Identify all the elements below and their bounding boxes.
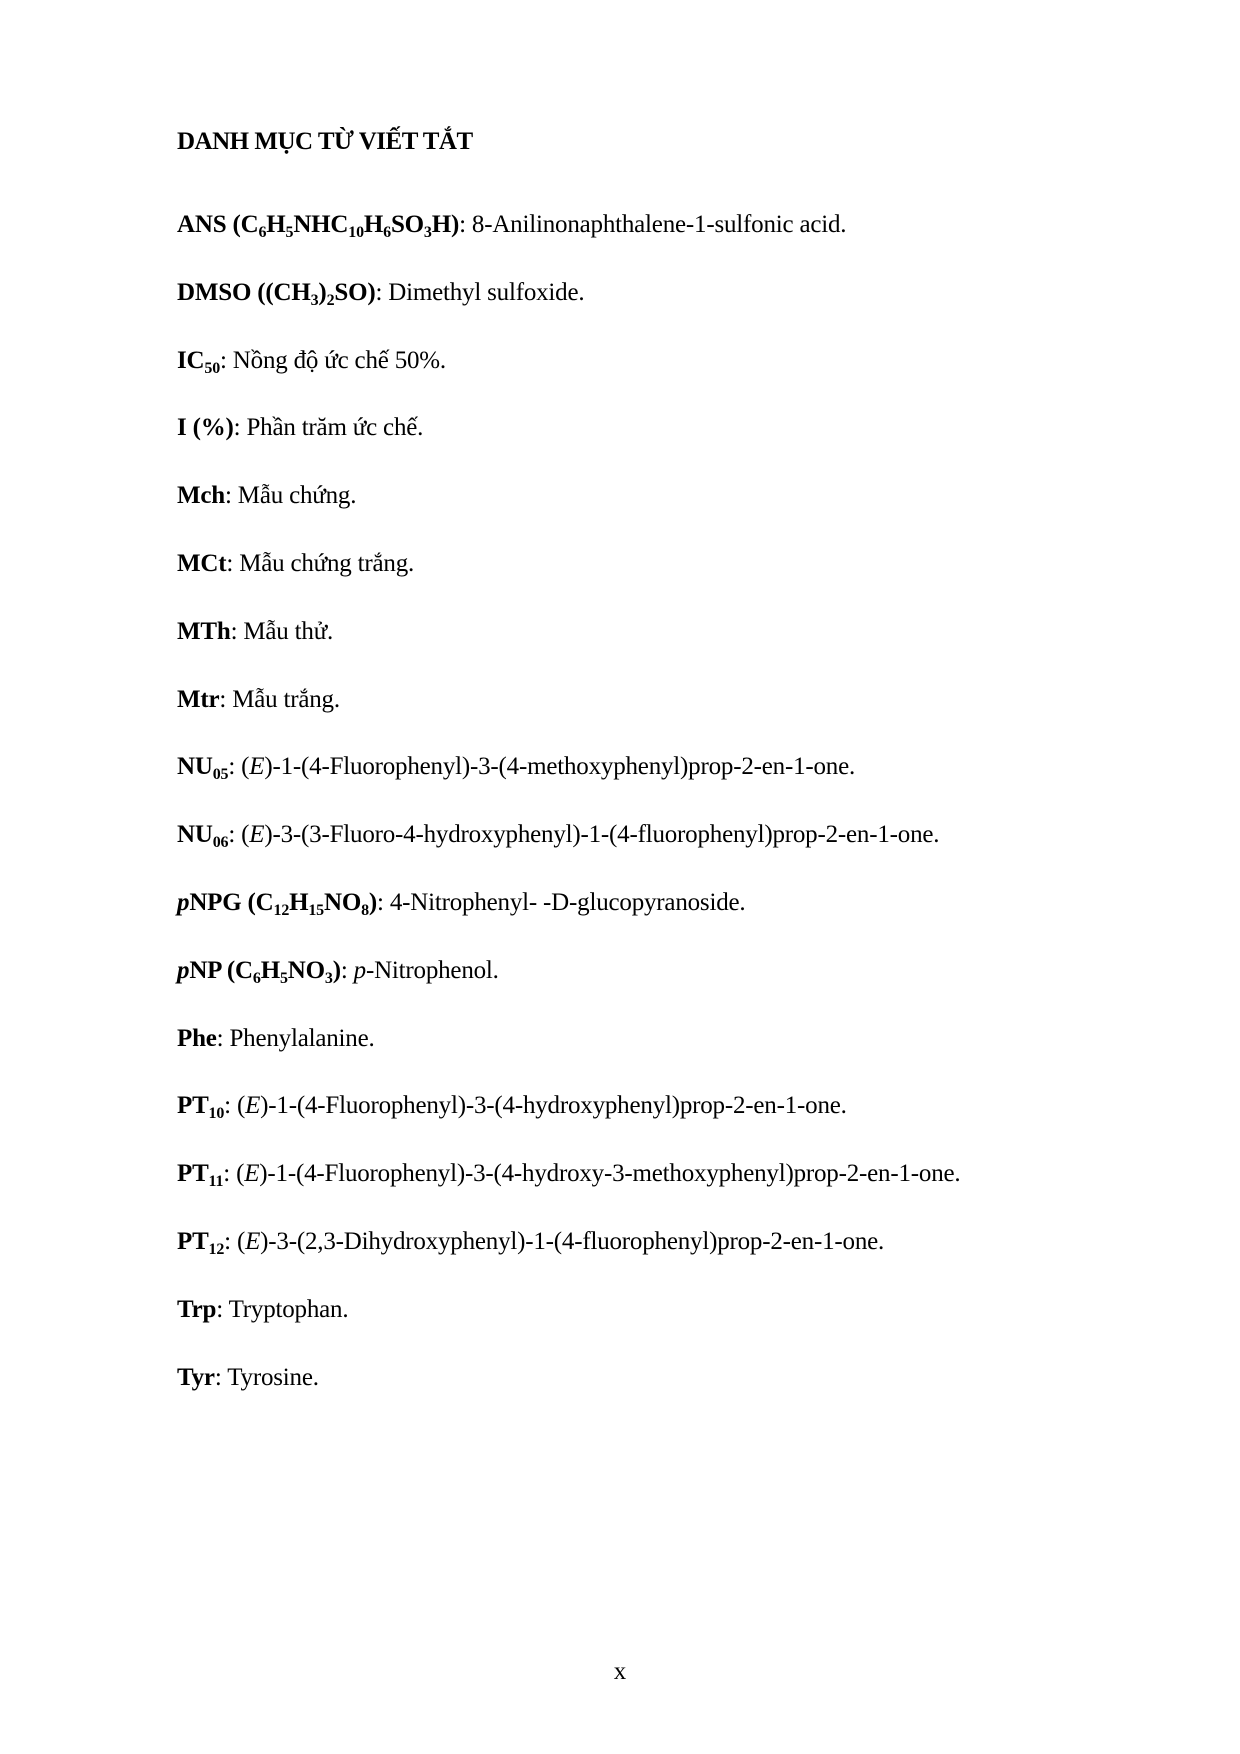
abbreviation-description: (E)-1-(4-Fluorophenyl)-3-(4-hydroxy-3-methoxyphenyl)prop-2-en-1-one. (236, 1160, 961, 1188)
term-separator: : (233, 414, 247, 442)
abbreviation-item (177, 346, 960, 414)
term-separator: : (375, 278, 389, 306)
abbreviation-description: (E)-1-(4-Fluorophenyl)-3-(4-methoxyphenyl)prop-2-en-1-one. (241, 753, 856, 781)
abbreviation-item (177, 481, 960, 549)
term-separator: : (228, 753, 242, 781)
abbreviation-description: Tryptophan. (228, 1295, 349, 1323)
page-number: x (613, 1658, 627, 1685)
abbreviation-description: Phần trăm ức chế. (246, 414, 424, 442)
abbreviation-term: I (%) (177, 414, 234, 442)
abbreviation-description: Mẫu chứng trắng. (239, 549, 415, 577)
abbreviation-item (177, 888, 960, 956)
abbreviation-item (177, 1295, 960, 1363)
abbreviation-term: $NU_{06}$ (177, 821, 229, 852)
term-separator: : (216, 1024, 230, 1052)
abbreviation-description: Mẫu trắng. (232, 685, 340, 713)
abbreviation-term: pNP $(C_6H_5NO_3)$ (177, 956, 341, 987)
abbreviation-term: DMSO $((CH_3)_2SO)$ (177, 278, 376, 309)
abbreviation-item (177, 1159, 960, 1227)
term-separator: : (214, 1363, 228, 1391)
abbreviation-item (177, 413, 960, 481)
abbreviation-description: Mẫu thử. (243, 617, 334, 645)
abbreviation-item (177, 820, 960, 888)
abbreviation-description: Nồng độ ức chế 50%. (232, 346, 446, 374)
abbreviation-term: $PT_{12}$ (177, 1227, 225, 1258)
abbreviation-term: Mtr (177, 685, 220, 713)
abbreviation-item (177, 685, 960, 753)
abbreviation-item (177, 278, 960, 346)
abbreviation-description: (E)-1-(4-Fluorophenyl)-3-(4-hydroxyphenyl)prop-2-en-1-one. (236, 1092, 847, 1120)
abbreviation-item (177, 617, 960, 685)
term-separator: : (340, 956, 354, 984)
term-separator: : (225, 482, 238, 510)
abbreviation-description: Dimethyl sulfoxide. (388, 278, 585, 306)
abbreviation-term: pNPG $(C_{12}H_{15}NO_8)$ (177, 888, 378, 919)
abbreviation-description: Mẫu chứng. (237, 482, 357, 510)
abbreviation-term: MTh (177, 617, 231, 645)
term-separator: : (226, 549, 240, 577)
term-separator: : (220, 346, 233, 374)
abbreviation-term: $PT_{11}$ (177, 1160, 224, 1191)
term-separator: : (459, 211, 472, 238)
abbreviation-term: $NU_{05}$ (177, 753, 229, 784)
term-separator: : (223, 1160, 237, 1188)
abbreviation-term: ANS $(C_6H_5NHC_{10}H_6SO_3H)$ (177, 211, 460, 241)
term-separator: : (219, 685, 233, 713)
abbreviation-item (177, 956, 960, 1024)
term-separator: : (216, 1295, 229, 1323)
abbreviation-term: Phe (177, 1024, 217, 1052)
term-separator: : (224, 1092, 237, 1120)
abbreviation-term: $PT_{10}$ (177, 1092, 225, 1123)
term-separator: : (228, 821, 242, 849)
abbreviation-item (177, 1227, 960, 1295)
term-separator: : (224, 1227, 237, 1255)
abbreviation-description: 4-Nitrophenyl- -D-glucopyranoside. (389, 888, 746, 916)
page-title: DANH MỤC TỪ VIẾT TẮT (177, 128, 473, 155)
term-separator: : (377, 888, 390, 916)
abbreviation-term: MCt (177, 549, 227, 577)
abbreviation-description: p-Nitrophenol. (353, 956, 499, 984)
abbreviation-description: (E)-3-(3-Fluoro-4-hydroxyphenyl)-1-(4-fluorophenyl)prop-2-en-1-one. (241, 821, 940, 849)
abbreviation-term: Tyr (177, 1363, 215, 1391)
abbreviation-item (177, 1091, 960, 1159)
abbreviation-term: Mch (177, 482, 225, 510)
abbreviation-description: Tyrosine. (227, 1363, 319, 1391)
abbreviation-item (177, 1024, 960, 1092)
abbreviation-item (177, 210, 960, 278)
abbreviation-item (177, 549, 960, 617)
abbreviation-term: Trp (177, 1295, 217, 1323)
abbreviation-term: $IC_{50}$ (177, 346, 220, 377)
abbreviation-item (177, 752, 960, 820)
abbreviation-list (177, 210, 960, 1430)
abbreviation-item (177, 1363, 960, 1431)
term-separator: : (230, 617, 244, 645)
abbreviation-description: 8-Anilinonaphthalene-1-sulfonic acid. (471, 211, 847, 238)
abbreviation-description: Phenylalanine. (229, 1024, 375, 1052)
abbreviation-description: (E)-3-(2,3-Dihydroxyphenyl)-1-(4-fluorophenyl)prop-2-en-1-one. (236, 1227, 885, 1255)
